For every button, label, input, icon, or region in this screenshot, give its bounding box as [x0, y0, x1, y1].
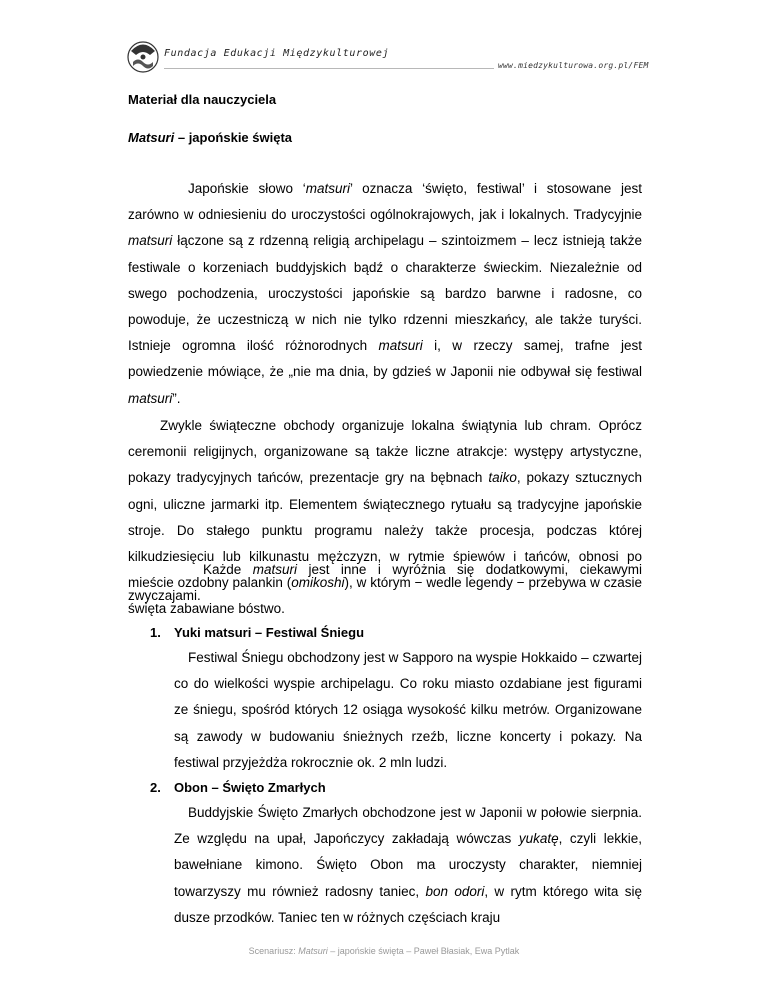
- foundation-logo-icon: [126, 40, 160, 74]
- section-heading-obon: 2. Obon – Święto Zmarłych: [150, 780, 326, 795]
- document-label: Materiał dla nauczyciela: [128, 92, 277, 107]
- intro-paragraph: Japońskie słowo ‘matsuri’ oznacza ‘święto, festiwal’ i stosowane jest zarówno w odniesieniu do uroczystości ogólnokrajowych, jak i lokalnych. Tradycyjnie matsuri łączone są z rdzenną religią archipelagu – szintoizmem – lecz istnieją także festiwale o korzeniach buddyjskich bądź o charakterze świeckim. Niezależnie od swego pochodzenia, uroczystości japońskie są bardzo barwne i radosne, co powoduje, że uczestniczą w nich nie tylko rdzenni mieszkańcy, ale także turyści. Istnieje ogromna ilość różnorodnych matsuri i, w rzeczy samej, trafne jest powiedzenie mówiące, że „nie ma dnia, by gdzieś w Japonii nie odbywał się festiwal matsuri”.: [128, 181, 642, 406]
- title-rest: – japońskie święta: [174, 130, 293, 145]
- section-heading-yuki-matsuri: 1. Yuki matsuri – Festiwal Śniegu: [150, 625, 365, 640]
- celebrations-paragraph: Zwykle świąteczne obchody organizuje lokalna świątynia lub chram. Oprócz ceremonii religijnych, organizowane są także liczne atrakcje: występy artystyczne, pokazy tradycyjnych tańców, prezentacje gry na bębnach taiko, pokazy sztucznych ogni, uliczne jarmarki itp. Elementem świątecznego rytuału są tradycyjne japońskie stroje. Do stałego punktu programu należy także procesja, podczas której kilkudziesięciu lub kilkunastu mężczyzn, w rytmie śpiewów i tańców, obnosi po mieście ozdobny palankin (omikoshi), w którym − wedle legendy − przebywa w czasie święta zabawiane bóstwo.: [128, 418, 642, 617]
- customs-paragraph: Każde matsuri jest inne i wyróżnia się dodatkowymi, ciekawymi zwyczajami.: [128, 562, 643, 604]
- page-footer: Scenariusz: Matsuri – japońskie święta – Paweł Błasiak, Ewa Pytlak: [248, 946, 520, 956]
- section-body-obon: Buddyjskie Święto Zmarłych obchodzone jest w Japonii w połowie sierpnia. Ze względu na upał, Japończycy zakładają wówczas yukatę, czyli lekkie, bawełniane kimono. Święto Obon ma uroczysty charakter, niemniej towarzyszy mu również radosny taniec, bon odori, w rytm którego wita się dusze przodków. Taniec ten w różnych częściach kraju: [174, 805, 643, 925]
- header-divider: [164, 68, 494, 69]
- document-title: [128, 130, 292, 145]
- site-url: www.miedzykulturowa.org.pl/FEM: [498, 61, 649, 70]
- organization-name: Fundacja Edukacji Międzykulturowej: [164, 48, 390, 59]
- title-italic: Matsuri: [128, 130, 175, 145]
- section-body-yuki-matsuri: Festiwal Śniegu obchodzony jest w Sapporo na wyspie Hokkaido – czwartej co do wielkości wyspie archipelagu. Co roku miasto ozdabiane jest figurami ze śniegu, spośród których 12 osiąga wysokość kilku metrów. Organizowane są zawody w budowaniu śnieżnych rzeźb, liczne koncerty i pokazy. Na festiwal przyjeżdża rokrocznie ok. 2 mln ludzi.: [174, 650, 642, 770]
